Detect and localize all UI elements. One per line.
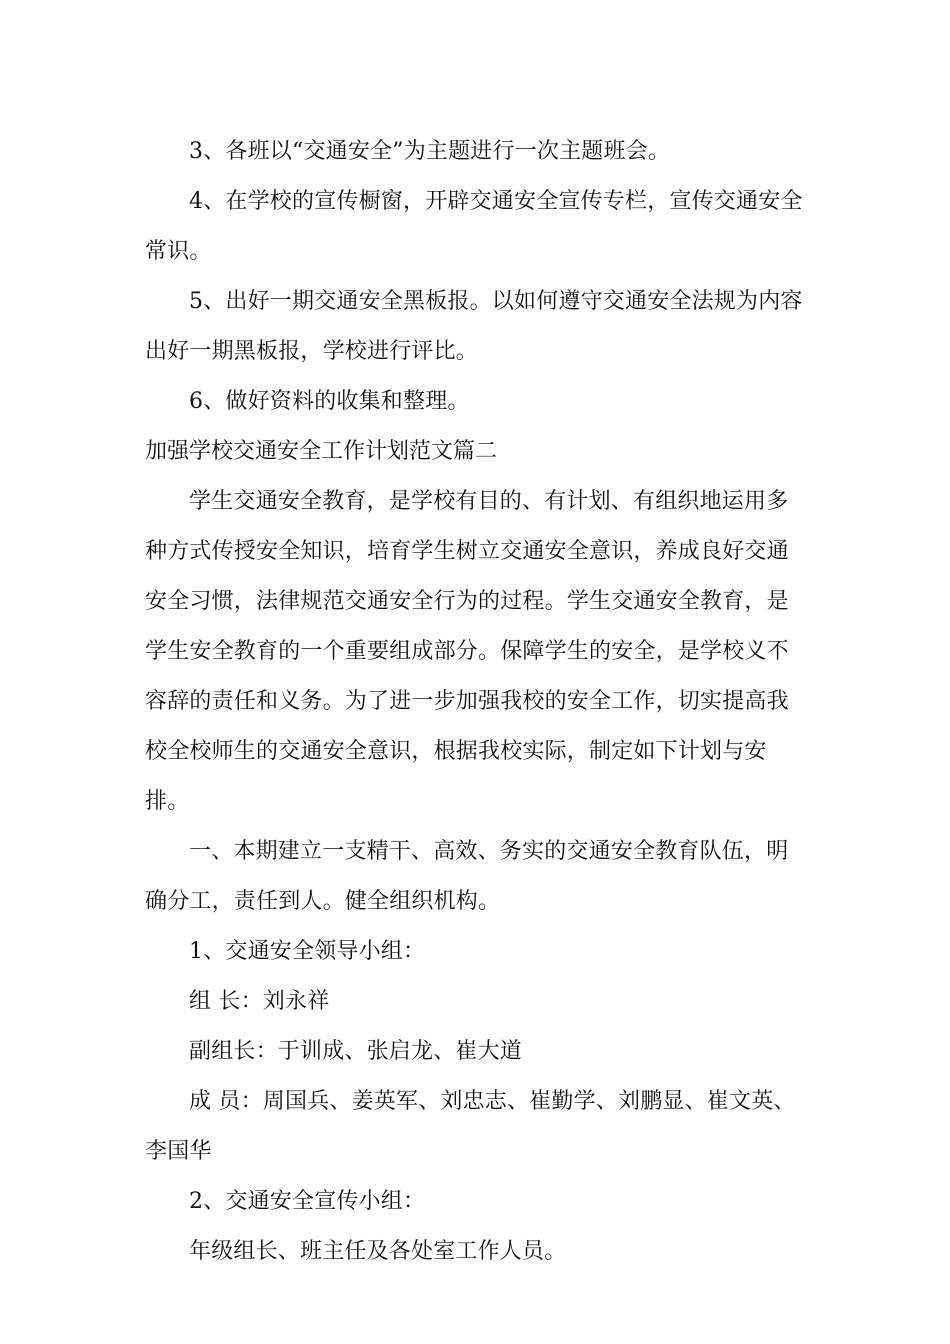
paragraph-leadership-group: 1、交通安全领导小组： [189, 939, 426, 964]
paragraph-members: 成 员：周国兵、姜英军、刘忠志、崔勤学、刘鹏显、崔文英、李国华 [145, 1089, 796, 1164]
section-heading: 加强学校交通安全工作计划范文篇二 [145, 439, 498, 464]
paragraph-item-6-records: 6、做好资料的收集和整理。 [189, 389, 470, 414]
paragraph-deputy-leaders: 副组长：于训成、张启龙、崔大道 [189, 1039, 523, 1064]
paragraph-group-leader: 组 长：刘永祥 [189, 989, 330, 1014]
paragraph-section-one: 一、本期建立一支精干、高效、务实的交通安全教育队伍，明确分工，责任到人。健全组织机构。 [145, 839, 789, 914]
paragraph-item-4-bulletin-window: 4、在学校的宣传橱窗，开辟交通安全宣传专栏，宣传交通安全常识。 [145, 189, 803, 264]
paragraph-publicity-group: 2、交通安全宣传小组： [189, 1189, 426, 1214]
paragraph-item-5-blackboard: 5、出好一期交通安全黑板报。以如何遵守交通安全法规为内容出好一期黑板报，学校进行评比。 [145, 289, 803, 364]
paragraph-publicity-members: 年级组长、班主任及各处室工作人员。 [189, 1239, 567, 1264]
paragraph-item-3-class-meeting: 3、各班以“交通安全”为主题进行一次主题班会。 [189, 139, 671, 164]
document-body [145, 127, 810, 1277]
paragraph-intro: 学生交通安全教育，是学校有目的、有计划、有组织地运用多种方式传授安全知识，培育学生树立交通安全意识，养成良好交通安全习惯，法律规范交通安全行为的过程。学生交通安全教育，是学生安全教育的一个重要组成部分。保障学生的安全，是学校义不容辞的责任和义务。为了进一步加强我校的安全工作，切实提高我校全校师生的交通安全意识，根据我校实际，制定如下计划与安排。 [145, 489, 789, 814]
